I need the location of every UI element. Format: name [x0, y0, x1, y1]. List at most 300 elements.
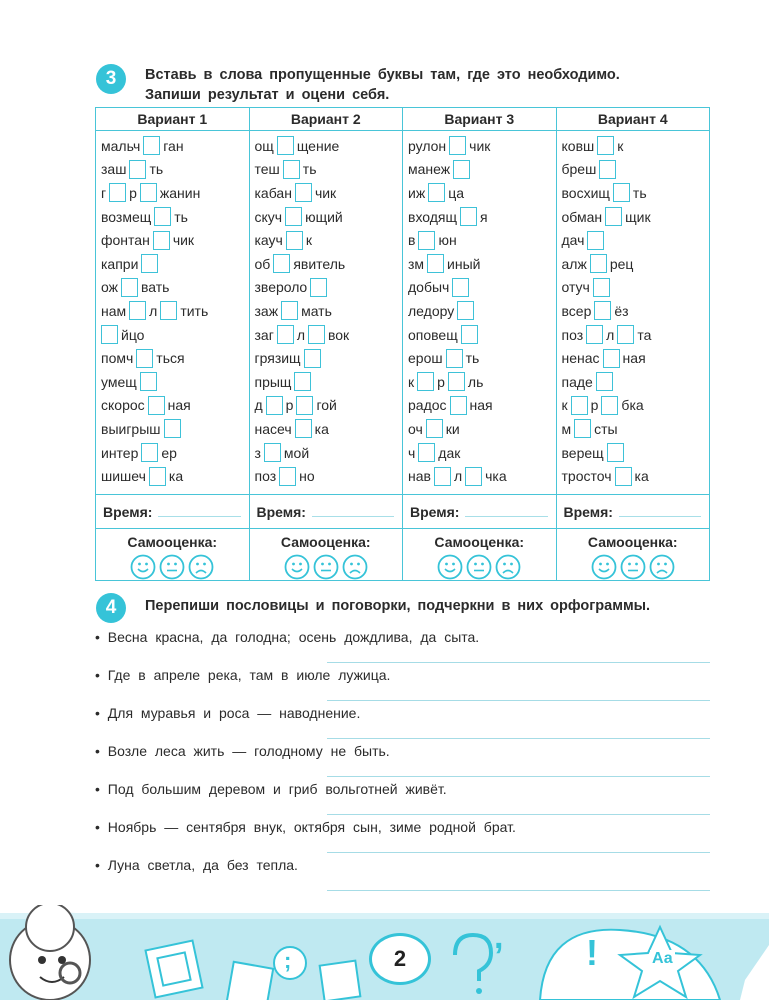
word-fragment: возмещ — [101, 208, 152, 225]
word-fragment: поз — [561, 326, 584, 343]
letter-box[interactable] — [283, 160, 300, 179]
word-row — [562, 181, 710, 205]
word-row — [101, 299, 249, 323]
word-fragment: но — [299, 468, 315, 485]
sad-face-icon[interactable] — [495, 554, 521, 580]
word-fragment: иный — [447, 255, 481, 272]
variant-column-4 — [557, 108, 710, 580]
word-fragment: з — [254, 444, 261, 461]
word-row — [255, 205, 403, 229]
letter-box[interactable] — [141, 254, 158, 273]
letter-box[interactable] — [154, 207, 171, 226]
letter-box[interactable] — [277, 136, 294, 155]
word-row — [562, 394, 710, 418]
word-fragment: г — [101, 184, 107, 201]
word-row — [101, 134, 249, 158]
letter-box[interactable] — [426, 419, 443, 438]
word-fragment: ер — [161, 444, 177, 461]
letter-box[interactable] — [295, 419, 312, 438]
word-fragment: отуч — [561, 279, 590, 296]
word-fragment: ть — [632, 184, 647, 201]
letter-box[interactable] — [457, 301, 474, 320]
word-fragment: л — [606, 326, 615, 343]
letter-box[interactable] — [101, 325, 118, 344]
word-fragment: к — [408, 373, 415, 390]
word-fragment: щение — [296, 137, 340, 154]
word-fragment: вать — [141, 279, 170, 296]
time-write-line[interactable] — [158, 516, 240, 517]
time-label: Время: — [563, 503, 613, 520]
word-fragment: ть — [302, 161, 317, 178]
word-row — [101, 228, 249, 252]
letter-box[interactable] — [613, 183, 630, 202]
word-fragment: верещ — [561, 444, 604, 461]
word-fragment: ть — [174, 208, 188, 225]
word-row — [101, 441, 249, 465]
word-fragment: заж — [254, 302, 279, 319]
word-fragment: чик — [314, 184, 337, 201]
letter-box[interactable] — [453, 160, 470, 179]
letter-box[interactable] — [129, 160, 146, 179]
word-fragment: м — [561, 420, 572, 437]
task-3-line-1: Вставь в слова пропущенные буквы там, где это необходимо. — [145, 67, 620, 83]
write-line[interactable] — [327, 814, 710, 815]
word-fragment: к — [305, 232, 312, 249]
time-row — [557, 494, 710, 528]
time-row — [403, 494, 556, 528]
neutral-face-icon[interactable] — [159, 554, 185, 580]
letter-box[interactable] — [590, 254, 607, 273]
word-row — [101, 370, 249, 394]
word-fragment: о — [299, 279, 308, 296]
word-row — [255, 181, 403, 205]
word-fragment: выигрыш — [101, 420, 161, 437]
letter-box[interactable] — [601, 396, 618, 415]
letter-box[interactable] — [286, 231, 303, 250]
letter-box[interactable] — [160, 301, 177, 320]
word-fragment: ненас — [561, 350, 600, 367]
word-row — [101, 252, 249, 276]
letter-box[interactable] — [428, 183, 445, 202]
word-fragment: обман — [561, 208, 603, 225]
word-fragment: всер — [561, 302, 592, 319]
letter-box[interactable] — [427, 254, 444, 273]
letter-box[interactable] — [294, 372, 311, 391]
letter-box[interactable] — [121, 278, 138, 297]
word-fragment: йцо — [121, 326, 145, 343]
time-row — [250, 494, 403, 528]
letter-box[interactable] — [149, 467, 166, 486]
letter-box[interactable] — [304, 349, 321, 368]
self-assessment — [557, 528, 710, 580]
word-fragment: л — [296, 326, 305, 343]
word-row — [562, 252, 710, 276]
word-fragment: поз — [254, 468, 277, 485]
word-row — [101, 417, 249, 441]
word-row — [408, 370, 556, 394]
letter-box[interactable] — [605, 207, 622, 226]
word-fragment: насеч — [254, 420, 292, 437]
letter-box[interactable] — [141, 443, 158, 462]
self-assessment-label: Самооценка: — [280, 534, 371, 550]
letter-box[interactable] — [310, 278, 327, 297]
semicolon-mark: ; — [284, 948, 292, 973]
page-number: 2 — [369, 933, 431, 985]
letter-box[interactable] — [296, 396, 313, 415]
letter-box[interactable] — [448, 372, 465, 391]
word-fragment: тросточ — [561, 468, 612, 485]
neutral-face-icon[interactable] — [620, 554, 646, 580]
word-row — [255, 252, 403, 276]
variant-title: Вариант 4 — [557, 108, 710, 131]
word-fragment: алж — [561, 255, 587, 272]
letter-box[interactable] — [587, 231, 604, 250]
letter-box[interactable] — [449, 136, 466, 155]
letter-box[interactable] — [574, 419, 591, 438]
word-fragment: паде — [561, 373, 593, 390]
word-fragment: ки — [445, 420, 460, 437]
word-fragment: я — [480, 208, 488, 225]
word-fragment: ная — [469, 397, 493, 414]
word-row — [562, 370, 710, 394]
word-fragment: умещ — [101, 373, 137, 390]
variant-column-1 — [96, 108, 250, 580]
word-list — [557, 131, 710, 494]
letter-box[interactable] — [279, 467, 296, 486]
letter-box[interactable] — [140, 183, 157, 202]
write-line[interactable] — [327, 776, 710, 777]
word-row — [562, 158, 710, 182]
happy-face-icon[interactable] — [284, 554, 310, 580]
comma-mark: , — [494, 918, 504, 956]
letter-box[interactable] — [308, 325, 325, 344]
letter-box[interactable] — [607, 443, 624, 462]
word-fragment: ная — [167, 397, 191, 414]
word-fragment: прыщ — [254, 373, 292, 390]
word-row — [255, 299, 403, 323]
word-row — [562, 441, 710, 465]
time-row — [96, 494, 249, 528]
word-row — [408, 205, 556, 229]
time-write-line[interactable] — [465, 516, 547, 517]
sad-face-icon[interactable] — [188, 554, 214, 580]
word-row — [408, 417, 556, 441]
word-fragment: об — [254, 255, 271, 272]
word-fragment: в — [408, 232, 416, 249]
word-row — [562, 276, 710, 300]
happy-face-icon[interactable] — [130, 554, 156, 580]
self-assessment-label: Самооценка: — [127, 534, 218, 550]
word-row — [255, 346, 403, 370]
word-fragment: заш — [101, 161, 127, 178]
task-3-instruction — [145, 65, 620, 105]
word-row — [101, 205, 249, 229]
word-fragment: мальч — [101, 137, 141, 154]
word-fragment: оч — [408, 420, 423, 437]
self-assessment — [96, 528, 249, 580]
proverb-text: • Весна красна, да голодна; осень дождлива, да сыта. — [95, 629, 480, 645]
word-fragment: рулон — [408, 137, 447, 154]
letter-box[interactable] — [109, 183, 126, 202]
word-fragment: входящ — [408, 208, 458, 225]
self-assessment — [403, 528, 556, 580]
faces — [437, 554, 521, 580]
letter-box[interactable] — [281, 301, 298, 320]
faces — [591, 554, 675, 580]
letter-box[interactable] — [603, 349, 620, 368]
word-row — [408, 134, 556, 158]
word-row — [408, 441, 556, 465]
word-fragment: шишеч — [101, 468, 146, 485]
word-fragment: та — [637, 326, 652, 343]
word-fragment: скуч — [254, 208, 283, 225]
word-fragment: гой — [316, 397, 337, 414]
word-fragment: ощ — [254, 137, 274, 154]
write-line[interactable] — [327, 738, 710, 739]
word-fragment: манеж — [408, 161, 451, 178]
write-line[interactable] — [327, 852, 710, 853]
word-fragment: чка — [485, 468, 507, 485]
letter-box[interactable] — [136, 349, 153, 368]
variant-column-3 — [403, 108, 557, 580]
write-line[interactable] — [327, 890, 710, 891]
letter-box[interactable] — [277, 325, 294, 344]
task-3-badge: 3 — [96, 64, 126, 94]
word-row — [255, 417, 403, 441]
letter-box[interactable] — [615, 467, 632, 486]
word-row — [255, 276, 403, 300]
word-row — [408, 464, 556, 488]
word-row — [562, 323, 710, 347]
word-fragment: чик — [172, 232, 195, 249]
task-4-instruction: Перепиши пословицы и поговорки, подчеркни в них орфограммы. — [145, 598, 651, 614]
word-fragment: ная — [622, 350, 646, 367]
letter-box[interactable] — [418, 231, 435, 250]
letter-box[interactable] — [434, 467, 451, 486]
letter-box[interactable] — [129, 301, 146, 320]
word-fragment: щик — [625, 208, 651, 225]
word-fragment: тить — [180, 302, 209, 319]
word-fragment: нам — [101, 302, 127, 319]
word-fragment: нав — [408, 468, 431, 485]
letter-box[interactable] — [452, 278, 469, 297]
letter-box[interactable] — [273, 254, 290, 273]
word-fragment: кауч — [254, 232, 283, 249]
happy-face-icon[interactable] — [437, 554, 463, 580]
letter-box[interactable] — [460, 207, 477, 226]
word-fragment: юн — [438, 232, 457, 249]
word-fragment: иж — [408, 184, 426, 201]
word-fragment: оповещ — [408, 326, 458, 343]
word-fragment: ч — [408, 444, 416, 461]
word-fragment: теш — [254, 161, 280, 178]
word-fragment: кабан — [254, 184, 292, 201]
letter-box[interactable] — [599, 160, 616, 179]
variant-title: Вариант 2 — [250, 108, 403, 131]
letter-box[interactable] — [594, 301, 611, 320]
neutral-face-icon[interactable] — [466, 554, 492, 580]
word-row — [101, 464, 249, 488]
letter-box[interactable] — [593, 278, 610, 297]
word-row — [255, 323, 403, 347]
write-line[interactable] — [327, 700, 710, 701]
word-fragment: ерош — [408, 350, 443, 367]
word-fragment: зверол — [254, 279, 300, 296]
letter-box[interactable] — [596, 372, 613, 391]
word-row — [562, 299, 710, 323]
word-fragment: заг — [254, 326, 274, 343]
word-row — [255, 370, 403, 394]
letter-box[interactable] — [617, 325, 634, 344]
sad-face-icon[interactable] — [342, 554, 368, 580]
word-row — [562, 228, 710, 252]
word-row — [562, 464, 710, 488]
word-row — [101, 394, 249, 418]
time-label: Время: — [256, 503, 306, 520]
letter-box[interactable] — [148, 396, 165, 415]
letter-box[interactable] — [295, 183, 312, 202]
letter-box[interactable] — [140, 372, 157, 391]
word-fragment: чик — [469, 137, 491, 154]
letter-box[interactable] — [153, 231, 170, 250]
word-fragment: р — [285, 397, 294, 414]
proverb-text: • Под большим деревом и гриб вольготней живёт. — [95, 781, 447, 797]
word-fragment: ган — [163, 137, 184, 154]
word-fragment: л — [453, 468, 463, 485]
time-write-line[interactable] — [619, 516, 701, 517]
word-fragment: рец — [609, 255, 634, 272]
word-fragment: грязищ — [254, 350, 301, 367]
word-fragment: ледору — [408, 302, 455, 319]
letter-box[interactable] — [164, 419, 181, 438]
word-fragment: помч — [101, 350, 134, 367]
faces — [284, 554, 368, 580]
word-row — [255, 134, 403, 158]
variants-table — [95, 107, 710, 581]
letter-box[interactable] — [461, 325, 478, 344]
word-row — [408, 228, 556, 252]
word-fragment: л — [149, 302, 158, 319]
word-fragment: к — [561, 397, 568, 414]
letter-box[interactable] — [586, 325, 603, 344]
write-line[interactable] — [327, 662, 710, 663]
word-fragment: д — [254, 397, 263, 414]
letter-box[interactable] — [418, 443, 435, 462]
self-assessment-label: Самооценка: — [587, 534, 678, 550]
letter-box[interactable] — [285, 207, 302, 226]
letter-box[interactable] — [597, 136, 614, 155]
word-fragment: ться — [156, 350, 185, 367]
time-label: Время: — [410, 503, 460, 520]
word-fragment: ка — [168, 468, 184, 485]
word-fragment: интер — [101, 444, 139, 461]
word-row — [408, 394, 556, 418]
word-fragment: добыч — [408, 279, 450, 296]
proverb-text: • Возле леса жить — голодному не быть. — [95, 743, 390, 759]
word-fragment: ющий — [305, 208, 343, 225]
variant-title: Вариант 3 — [403, 108, 556, 131]
word-row — [255, 158, 403, 182]
word-fragment: р — [590, 397, 599, 414]
neutral-face-icon[interactable] — [313, 554, 339, 580]
self-assessment-label: Самооценка: — [434, 534, 525, 550]
word-fragment: ож — [101, 279, 118, 296]
word-fragment: мой — [283, 444, 310, 461]
word-fragment: скорос — [101, 397, 145, 414]
letter-box[interactable] — [571, 396, 588, 415]
word-fragment: бреш — [561, 161, 597, 178]
word-fragment: мать — [301, 302, 332, 319]
word-fragment: зм — [408, 255, 425, 272]
word-row — [562, 134, 710, 158]
word-row — [408, 158, 556, 182]
word-row — [101, 158, 249, 182]
word-fragment: ка — [634, 468, 649, 485]
word-fragment: ёз — [614, 302, 629, 319]
word-fragment: явитель — [293, 255, 346, 272]
self-assessment — [250, 528, 403, 580]
letter-box[interactable] — [266, 396, 283, 415]
word-row — [408, 299, 556, 323]
time-label: Время: — [103, 503, 153, 520]
letter-box[interactable] — [446, 349, 463, 368]
word-fragment: ль — [467, 373, 484, 390]
word-fragment: дак — [438, 444, 461, 461]
aa-badge: Аа — [652, 950, 673, 967]
proverb-text: • Где в апреле река, там в июле лужица. — [95, 667, 391, 683]
word-fragment: ца — [448, 184, 464, 201]
word-list — [403, 131, 556, 494]
proverb-text: • Луна светла, да без тепла. — [95, 857, 298, 873]
word-row — [255, 228, 403, 252]
exclaim-mark: ! — [586, 932, 598, 973]
letter-box[interactable] — [143, 136, 160, 155]
proverb-text: • Ноябрь — сентября внук, октября сын, зиме родной брат. — [95, 819, 516, 835]
word-row — [408, 276, 556, 300]
word-fragment: ть — [149, 161, 164, 178]
word-row — [101, 181, 249, 205]
word-list — [250, 131, 403, 494]
letter-box[interactable] — [450, 396, 467, 415]
proverb-text: • Для муравья и роса — наводнение. — [95, 705, 361, 721]
sad-face-icon[interactable] — [649, 554, 675, 580]
faces — [130, 554, 214, 580]
word-row — [255, 394, 403, 418]
word-row — [408, 346, 556, 370]
word-fragment: ть — [465, 350, 480, 367]
word-row — [255, 464, 403, 488]
word-row — [408, 323, 556, 347]
time-write-line[interactable] — [312, 516, 394, 517]
word-row — [562, 346, 710, 370]
task-4-badge: 4 — [96, 593, 126, 623]
letter-box[interactable] — [417, 372, 434, 391]
word-fragment: радос — [408, 397, 447, 414]
word-fragment: к — [617, 137, 624, 154]
word-row — [408, 181, 556, 205]
word-row — [101, 276, 249, 300]
word-row — [408, 252, 556, 276]
word-row — [101, 323, 249, 347]
word-fragment: фонтан — [101, 232, 150, 249]
word-fragment: дач — [561, 232, 585, 249]
letter-box[interactable] — [264, 443, 281, 462]
letter-box[interactable] — [465, 467, 482, 486]
word-fragment: р — [129, 184, 137, 201]
variant-column-2 — [250, 108, 404, 580]
happy-face-icon[interactable] — [591, 554, 617, 580]
word-fragment: сты — [594, 420, 618, 437]
